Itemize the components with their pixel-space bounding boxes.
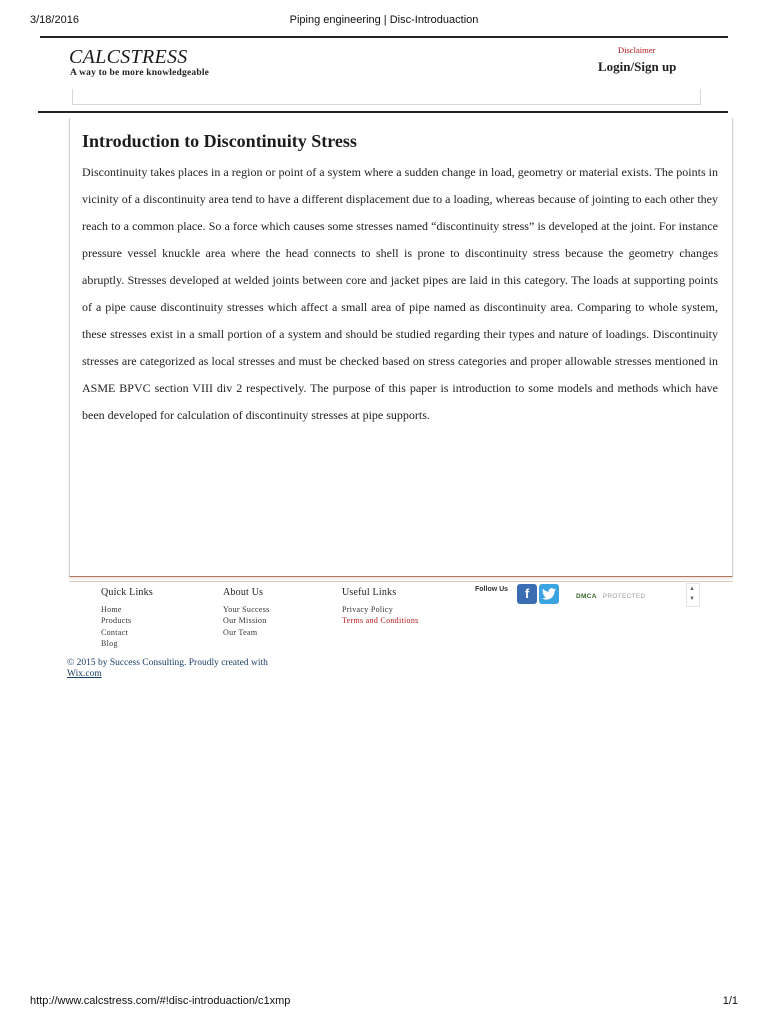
footer-link-blog[interactable]: Blog <box>101 638 118 648</box>
footer-link-our-team[interactable]: Our Team <box>223 627 258 637</box>
disclaimer-link[interactable]: Disclaimer <box>618 45 656 55</box>
site-logo[interactable]: CALCSTRESS <box>69 46 188 68</box>
footer-heading: Quick Links <box>101 587 153 598</box>
scroll-down-icon[interactable]: ▼ <box>689 596 695 602</box>
wix-credit-link[interactable]: Wix.com <box>67 669 102 679</box>
site-footer <box>40 582 728 692</box>
footer-quick-links <box>101 587 153 649</box>
footer-link-terms[interactable]: Terms and Conditions <box>342 616 419 626</box>
footer-link-contact[interactable]: Contact <box>101 627 128 637</box>
footer-useful-links <box>342 587 419 627</box>
follow-us-label: Follow Us <box>475 586 509 593</box>
dmca-badge[interactable] <box>576 593 646 600</box>
dmca-status: PROTECTED <box>602 593 646 600</box>
scroll-up-icon[interactable]: ▲ <box>689 586 695 592</box>
footer-link-our-mission[interactable]: Our Mission <box>223 616 267 626</box>
footer-link-privacy-policy[interactable]: Privacy Policy <box>342 605 394 614</box>
header-bottom-divider <box>38 111 728 113</box>
print-footer <box>30 995 738 1009</box>
twitter-bird-glyph <box>542 588 556 600</box>
print-date: 3/18/2016 <box>30 14 79 26</box>
footer-heading: Useful Links <box>342 587 397 598</box>
print-page-number: 1/1 <box>722 995 738 1007</box>
copyright-text <box>67 658 307 680</box>
footer-heading: About Us <box>223 587 264 598</box>
footer-link-home[interactable]: Home <box>101 605 122 614</box>
footer-link-your-success[interactable]: Your Success <box>223 605 270 614</box>
header-top-divider <box>40 36 728 38</box>
print-url: http://www.calcstress.com/#!disc-introduaction/c1xmp <box>30 995 291 1007</box>
facebook-icon[interactable]: f <box>517 584 537 604</box>
article-body: Discontinuity takes places in a region or point of a system where a sudden change in load, geometry or material exists. The points in vicinity of a discontinuity area tend to have a different displacement due to a loading, whereas because of jointing to each other they reach to a common place. So a force which causes some stresses named “discontinuity stress” is developed at the joint. For instance pressure vessel knuckle area where the head connects to shell is prone to discontinuity stress because the geometry changes abruptly. Stresses developed at welded joints between core and jacket pipes are laid in this category. The loads at supporting points of a pipe cause discontinuity stresses which affect a small area of pipe named as discontinuity area. Comparing to whole system, these stresses exist in a small portion of a system and should be studied regarding their types and nature of loadings. Discontinuity stresses are categorized as local stresses and must be checked based on stress categories and proper allowable stresses mentioned in ASME BPVC section VIII div 2 respectively. The purpose of this paper is introduction to some models and methods which have been developed for calculation of discontinuity stresses at pipe supports. <box>82 165 718 422</box>
login-signup-link[interactable]: Login/Sign up <box>598 59 677 74</box>
site-tagline: A way to be more knowledgeable <box>70 68 210 78</box>
dmca-brand: DMCA <box>576 593 597 600</box>
footer-about-us <box>223 587 270 638</box>
twitter-icon[interactable] <box>539 584 559 604</box>
print-header <box>30 14 738 28</box>
copyright-line: © 2015 by Success Consulting. Proudly created with <box>67 658 268 668</box>
nav-frame-outline <box>72 104 701 105</box>
site-header <box>40 36 728 114</box>
content-panel <box>69 118 733 577</box>
page-title: Introduction to Discontinuity Stress <box>82 131 357 151</box>
footer-link-products[interactable]: Products <box>101 616 132 626</box>
print-page-title: Piping engineering | Disc-Introduaction <box>289 14 479 26</box>
